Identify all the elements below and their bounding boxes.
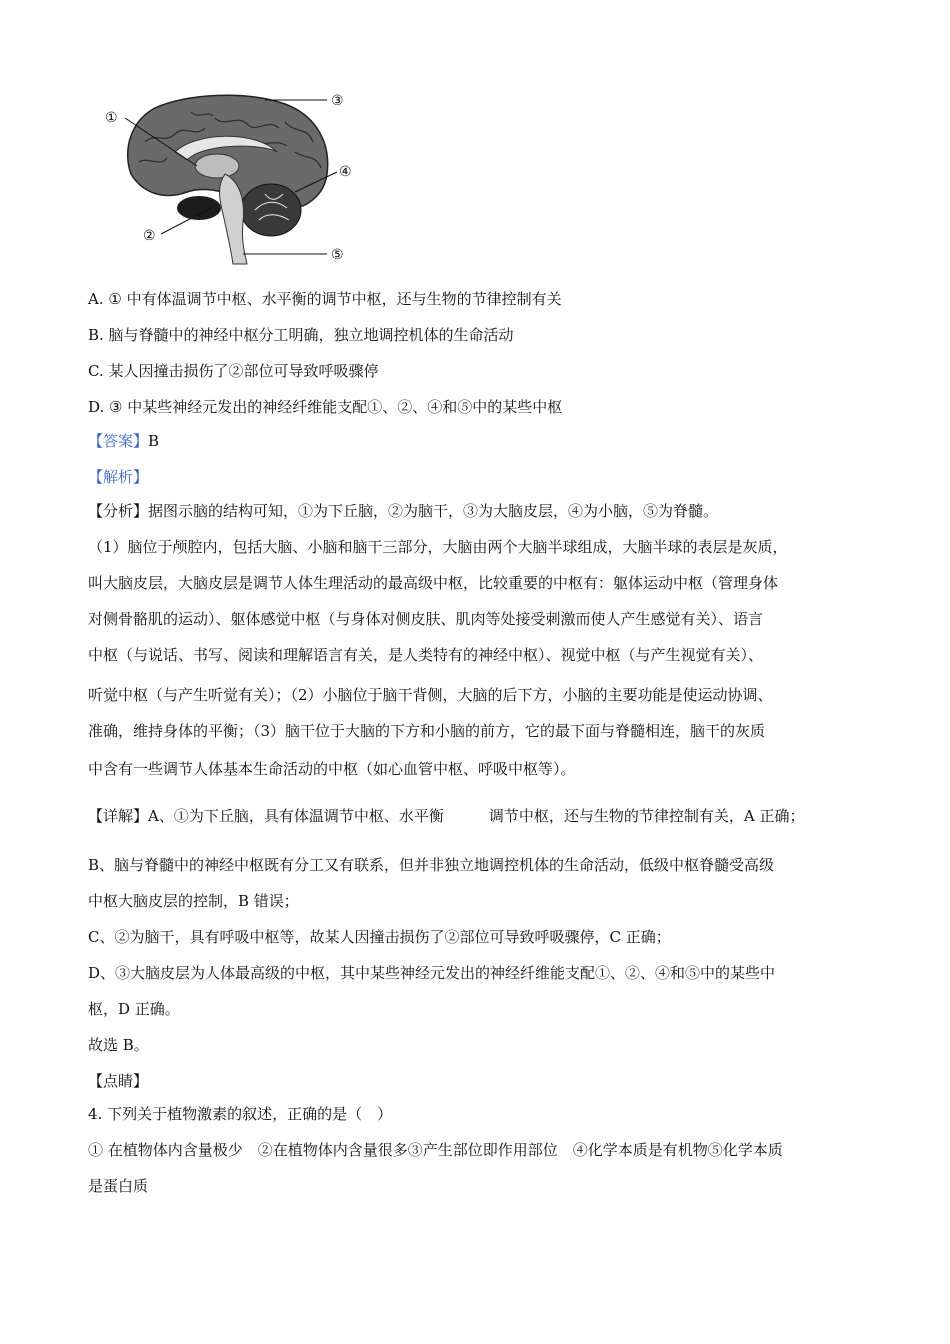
option-b: B. 脑与脊髓中的神经中枢分工明确，独立地调控机体的生命活动 bbox=[88, 326, 514, 344]
figure-label-4: ④ bbox=[339, 164, 352, 180]
body-line: D、③大脑皮层为人体最高级的中枢，其中某些神经元发出的神经纤维能支配①、②、④和⑤中的某些中 bbox=[88, 964, 776, 982]
body-line: 故选 B。 bbox=[88, 1036, 149, 1054]
cerebellum-shape bbox=[241, 184, 301, 236]
answer-line bbox=[88, 431, 159, 451]
question-4: 4. 下列关于植物激素的叙述，正确的是（ ） bbox=[88, 1105, 393, 1123]
body-line: 中枢（与说话、书写、阅读和理解语言有关，是人类特有的神经中枢）、视觉中枢（与产生视觉有关）、 bbox=[88, 646, 764, 664]
figure-label-3: ③ bbox=[331, 93, 344, 109]
body-line: 【分析】据图示脑的结构可知，①为下丘脑，②为脑干，③为大脑皮层，④为小脑，⑤为脊髓。 bbox=[88, 502, 719, 520]
body-line: B、脑与脊髓中的神经中枢既有分工又有联系，但并非独立地调控机体的生命活动，低级中枢脊髓受高级 bbox=[88, 856, 775, 874]
body-line: 听觉中枢（与产生听觉有关）；（2）小脑位于脑干背侧，大脑的后下方，小脑的主要功能是使运动协调、 bbox=[88, 686, 773, 704]
brain-diagram bbox=[95, 82, 365, 272]
figure-label-1: ① bbox=[105, 110, 118, 126]
body-line: 【详解】A、①为下丘脑，具有体温调节中枢、水平衡 调节中枢，还与生物的节律控制有关，A 正确； bbox=[88, 807, 805, 825]
body-line: 中枢大脑皮层的控制，B 错误； bbox=[88, 892, 299, 910]
answer-value: B bbox=[148, 432, 160, 450]
body-line: C、②为脑干，具有呼吸中枢等，故某人因撞击损伤了②部位可导致呼吸骤停，C 正确； bbox=[88, 928, 671, 946]
body-line: 对侧骨骼肌的运动）、躯体感觉中枢（与身体对侧皮肤、肌肉等处接受刺激而使人产生感觉有关）、语言 bbox=[88, 610, 764, 628]
body-line: 叫大脑皮层，大脑皮层是调节人体生理活动的最高级中枢，比较重要的中枢有：躯体运动中枢（管理身体 bbox=[88, 574, 779, 592]
analysis-tag: 【解析】 bbox=[88, 468, 149, 486]
option-c: C. 某人因撞击损伤了②部位可导致呼吸骤停 bbox=[88, 362, 379, 380]
body-line: 中含有一些调节人体基本生命活动的中枢（如心血管中枢、呼吸中枢等）。 bbox=[88, 760, 576, 778]
body-line: 枢，D 正确。 bbox=[88, 1000, 180, 1018]
answer-tag: 【答案】 bbox=[88, 432, 149, 450]
option-d: D. ③ 中某些神经元发出的神经纤维能支配①、②、④和⑤中的某些中枢 bbox=[88, 398, 563, 416]
body-line: 准确，维持身体的平衡；（3）脑干位于大脑的下方和小脑的前方，它的最下面与脊髓相连，脑干的灰质 bbox=[88, 722, 766, 740]
body-line: 【点睛】 bbox=[88, 1072, 149, 1090]
figure-label-5: ⑤ bbox=[331, 247, 344, 263]
figure-label-2: ② bbox=[143, 228, 156, 244]
body-line: （1）脑位于颅腔内，包括大脑、小脑和脑干三部分，大脑由两个大脑半球组成，大脑半球的表层是灰质， bbox=[88, 538, 788, 556]
option-a: A. ① 中有体温调节中枢、水平衡的调节中枢，还与生物的节律控制有关 bbox=[88, 290, 562, 308]
body-line: ① 在植物体内含量极少 ②在植物体内含量很多③产生部位即作用部位 ④化学本质是有机物⑤化学本质 bbox=[88, 1141, 783, 1159]
body-line: 是蛋白质 bbox=[88, 1177, 149, 1195]
